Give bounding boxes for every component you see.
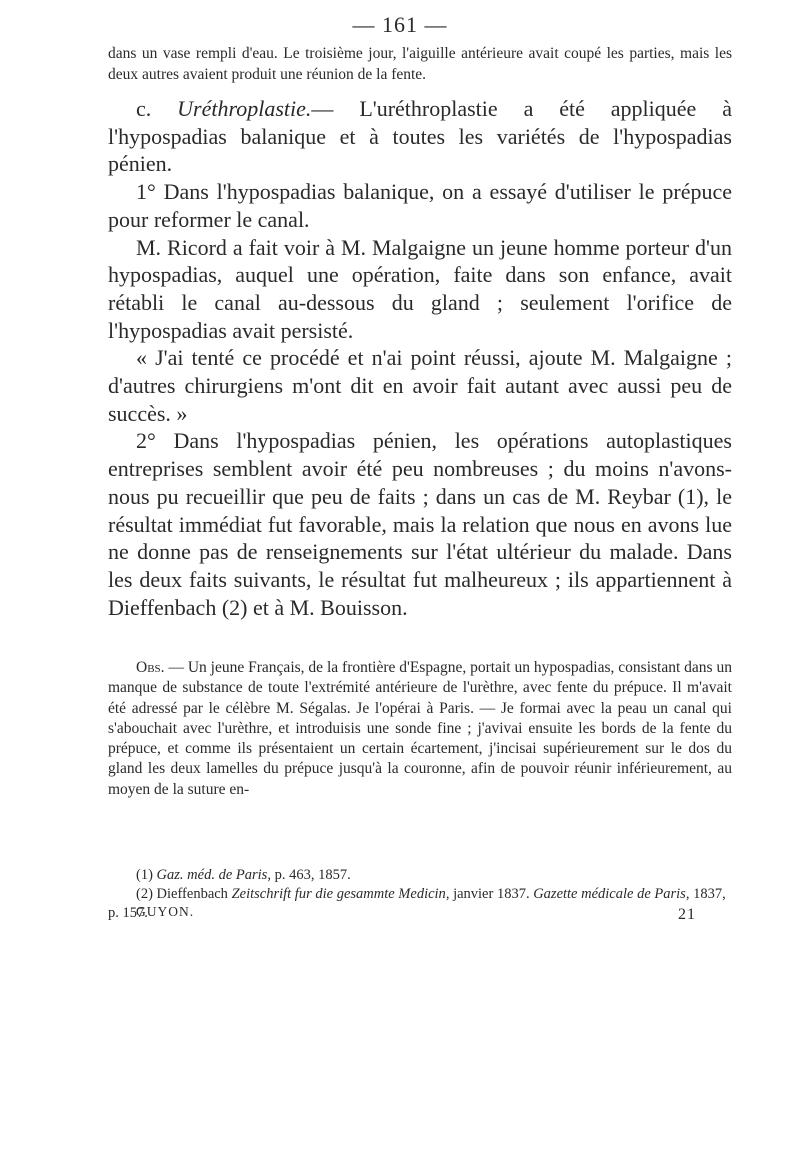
footnotes [108,866,732,923]
section-c-title: Uréthroplastie. [177,96,312,121]
section-c-marker: c. [136,96,152,121]
observation-label: Obs. [136,659,165,676]
observation-text: — Un jeune Français, de la frontière d'Espagne, portait un hypospadias, consistant dans un manque de substance de toute l'extrémité antérieure de l'urèthre, avec fente du prépuce. Il m'avait été adressé par le célèbre M. Ségalas. Je l'opérai à Paris. — Je formai avec la peau un canal qui s'abouchait avec l'urèthre, et introduisis une sonde fine ; j'avivai ensuite les bords de la fente du prépuce, et comme ils présentaient un certain écartement, j'incisai supérieurement sur le dos du gland les deux lamelles du prépuce jusqu'à la couronne, afin de pouvoir réunir inférieurement, au moyen de la suture en- [108,659,732,798]
footnote-2 [108,885,732,923]
ricord-paragraph: M. Ricord a fait voir à M. Malgaigne un jeune homme porteur d'un hypospadias, auquel une opération, faite dans son enfance, avait rétabli le canal au-dessous du gland ; seulement l'orifice de l'hypospadias avait persisté. [108,234,732,343]
intro-paragraph [108,43,732,85]
footnote-2-number: (2) [136,886,153,902]
signature-author: GUYON. [136,904,195,919]
item-1-paragraph: 1° Dans l'hypospadias balanique, on a essayé d'utiliser le prépuce pour reformer le canal. [108,179,732,232]
footnote-1-rest: , p. 463, 1857. [267,867,351,883]
footnote-2-gazette: Gazette médicale de Paris [533,886,686,902]
observation-paragraph [108,658,732,800]
quote-paragraph: « J'ai tenté ce procédé et n'ai point réussi, ajoute M. Malgaigne ; d'autres chirurgiens m'ont dit en avoir fait autant avec aussi peu de succès. » [108,345,732,426]
page-number: — 161 — [352,12,448,37]
footnote-1 [108,866,732,885]
footnote-2-author: Dieffenbach [156,886,228,902]
item-2-paragraph: 2° Dans l'hypospadias pénien, les opérations autoplastiques entreprises semblent avoir été peu nombreuses ; du moins n'avons-nous pu recueillir que peu de faits ; dans un cas de M. Reybar (1), le résultat immédiat fut favorable, mais la relation que nous en avons lue ne donne pas de renseignements sur l'état ultérieur du malade. Dans les deux faits suivants, le résultat fut malheureux ; ils appartiennent à Dieffenbach (2) et à M. Bouisson. [108,428,732,620]
section-c-text: — L'uréthroplastie a été appliquée à l'hypospadias balanique et à toutes les variétés de l'hypospadias pénien. [108,96,732,177]
footnote-2-middle: , janvier 1837. [445,886,534,902]
intro-text: dans un vase rempli d'eau. Le troisième jour, l'aiguille antérieure avait coupé les parties, mais les deux autres avaient produit une réunion de la fente. [108,45,732,83]
footnote-1-source: Gaz. méd. de Paris [156,867,268,883]
footnote-2-source: Zeitschrift fur die gesammte Medicin [231,886,446,902]
footnote-1-number: (1) [136,867,153,883]
section-c-paragraph [108,95,732,178]
main-text-block [108,95,732,621]
footnote-2-rest: , 1837, p. 157. [108,886,726,921]
observation-block [108,658,732,800]
sheet-number: 21 [678,906,696,923]
